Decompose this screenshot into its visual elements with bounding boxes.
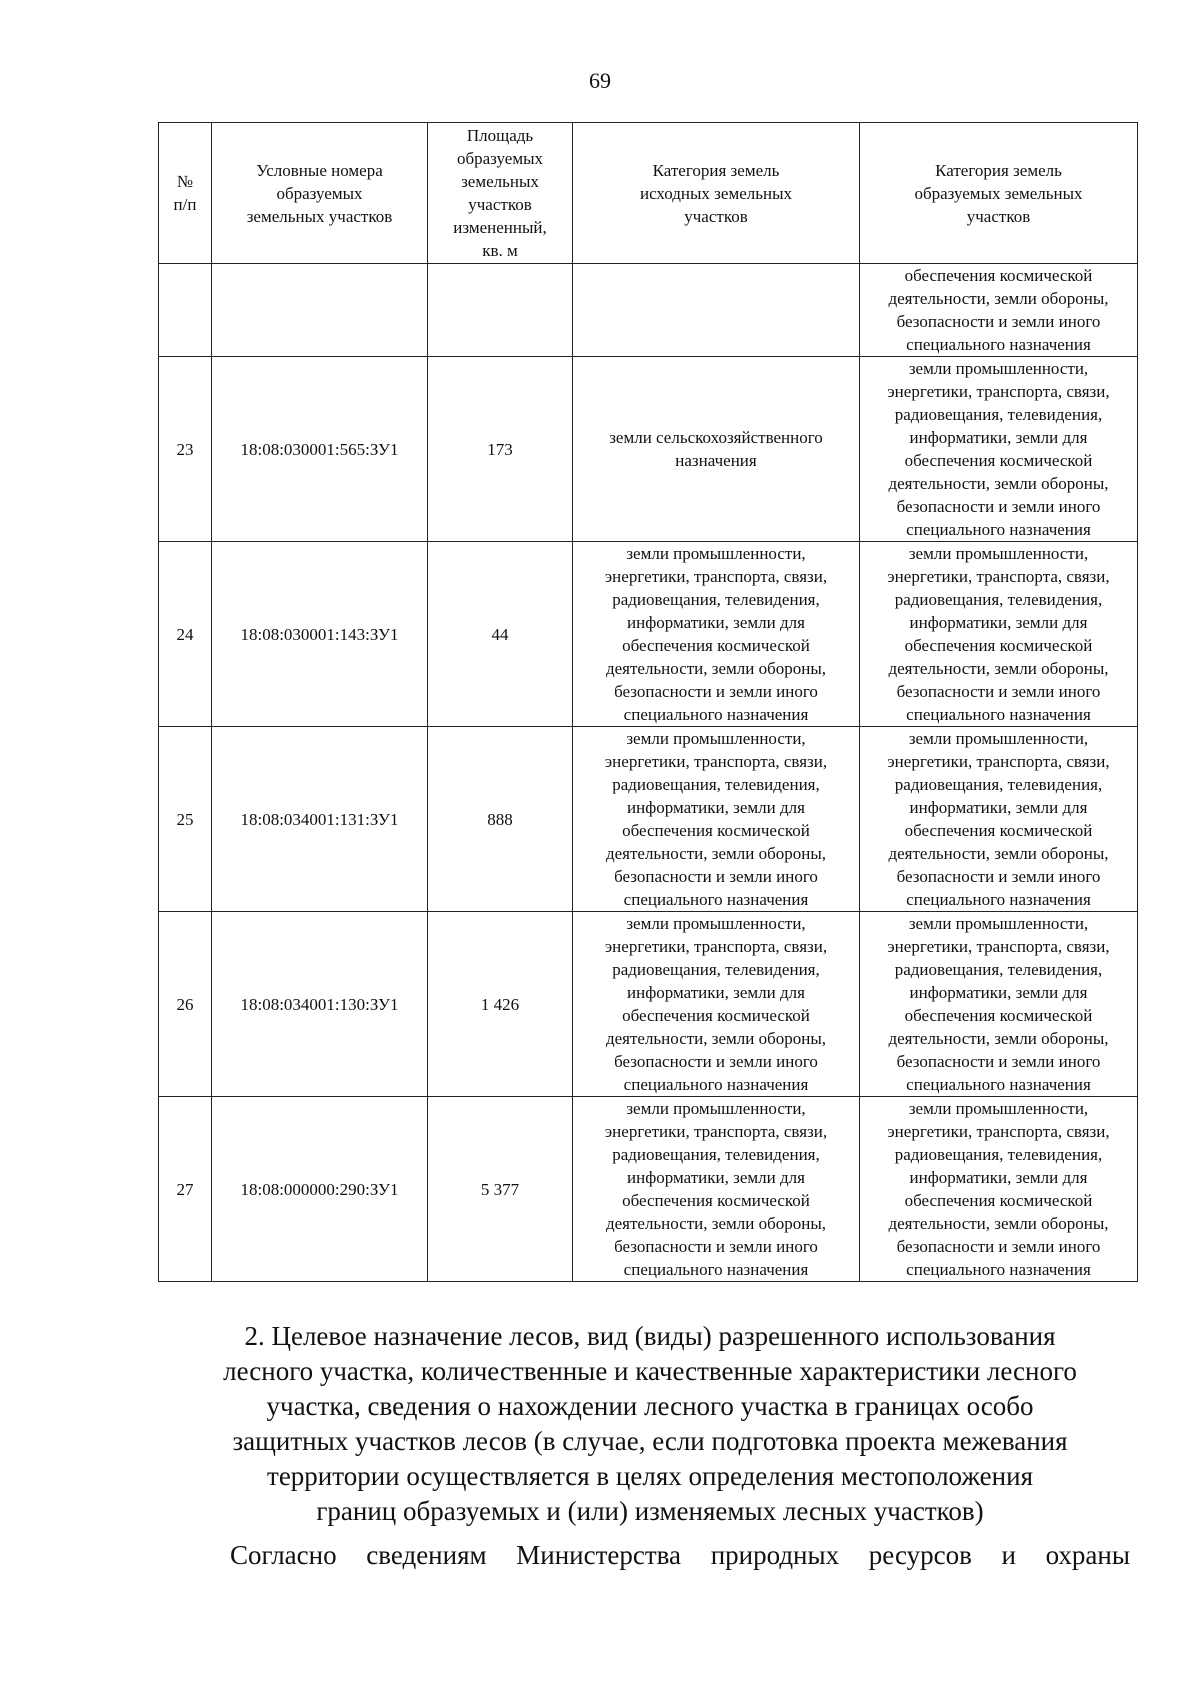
cell-area: 888: [428, 727, 573, 912]
cell-plot-id: 18:08:030001:143:ЗУ1: [212, 542, 428, 727]
cell-source-category: земли сельскохозяйственного назначения: [573, 357, 860, 542]
cell-area: [428, 264, 573, 357]
cell-plot-id: 18:08:000000:290:ЗУ1: [212, 1097, 428, 1282]
cell-plot-id: [212, 264, 428, 357]
cell-source-category: земли промышленности, энергетики, транспорта, связи, радиовещания, телевидения, информатики, земли для обеспечения космической деятельности, земли обороны, безопасности и земли иного специального назначения: [573, 912, 860, 1097]
cell-target-category: земли промышленности, энергетики, транспорта, связи, радиовещания, телевидения, информатики, земли для обеспечения космической деятельности, земли обороны, безопасности и земли иного специального назначения: [860, 912, 1138, 1097]
cell-target-category: земли промышленности, энергетики, транспорта, связи, радиовещания, телевидения, информатики, земли для обеспечения космической деятельности, земли обороны, безопасности и земли иного специального назначения: [860, 542, 1138, 727]
section-heading: 2. Целевое назначение лесов, вид (виды) разрешенного использования лесного участка, количественные и качественные характеристики лесного участка, сведения о нахождении лесного участка в границах особо защитных участков лесов (в случае, если подготовка проекта межевания территории осуществляется в целях определения местоположения границ образуемых и (или) изменяемых лесных участков): [223, 1321, 1077, 1526]
table-row-continuation: [159, 264, 1138, 357]
cell-source-category: земли промышленности, энергетики, транспорта, связи, радиовещания, телевидения, информатики, земли для обеспечения космической деятельности, земли обороны, безопасности и земли иного специального назначения: [573, 542, 860, 727]
cell-number: 27: [159, 1097, 212, 1282]
cell-plot-id: 18:08:034001:131:ЗУ1: [212, 727, 428, 912]
land-plots-table: [158, 122, 1138, 1282]
cell-plot-id: 18:08:034001:130:ЗУ1: [212, 912, 428, 1097]
body-paragraph: Согласно сведениям Министерства природных ресурсов и охраны: [230, 1540, 1130, 1570]
table-row: [159, 727, 1138, 912]
header-number: № п/п: [159, 123, 212, 264]
header-area: Площадь образуемых земельных участков измененный, кв. м: [428, 123, 573, 264]
header-plot-id: Условные номера образуемых земельных участков: [212, 123, 428, 264]
cell-plot-id: 18:08:030001:565:ЗУ1: [212, 357, 428, 542]
cell-number: 25: [159, 727, 212, 912]
cell-target-category: земли промышленности, энергетики, транспорта, связи, радиовещания, телевидения, информатики, земли для обеспечения космической деятельности, земли обороны, безопасности и земли иного специального назначения: [860, 1097, 1138, 1282]
page-number: 69: [589, 68, 611, 93]
table-row: [159, 1097, 1138, 1282]
cell-area: 173: [428, 357, 573, 542]
cell-area: 44: [428, 542, 573, 727]
cell-target-category: земли промышленности, энергетики, транспорта, связи, радиовещания, телевидения, информатики, земли для обеспечения космической деятельности, земли обороны, безопасности и земли иного специального назначения: [860, 727, 1138, 912]
cell-number: 26: [159, 912, 212, 1097]
cell-target-category: обеспечения космической деятельности, земли обороны, безопасности и земли иного специального назначения: [860, 264, 1138, 357]
table-row: [159, 542, 1138, 727]
cell-target-category: земли промышленности, энергетики, транспорта, связи, радиовещания, телевидения, информатики, земли для обеспечения космической деятельности, земли обороны, безопасности и земли иного специального назначения: [860, 357, 1138, 542]
table-row: [159, 912, 1138, 1097]
cell-source-category: земли промышленности, энергетики, транспорта, связи, радиовещания, телевидения, информатики, земли для обеспечения космической деятельности, земли обороны, безопасности и земли иного специального назначения: [573, 727, 860, 912]
cell-number: 24: [159, 542, 212, 727]
table-header-row: [159, 123, 1138, 264]
cell-area: 5 377: [428, 1097, 573, 1282]
header-target-category: Категория земель образуемых земельных участков: [860, 123, 1138, 264]
cell-number: 23: [159, 357, 212, 542]
cell-area: 1 426: [428, 912, 573, 1097]
cell-source-category: [573, 264, 860, 357]
cell-source-category: земли промышленности, энергетики, транспорта, связи, радиовещания, телевидения, информатики, земли для обеспечения космической деятельности, земли обороны, безопасности и земли иного специального назначения: [573, 1097, 860, 1282]
cell-number: [159, 264, 212, 357]
header-source-category: Категория земель исходных земельных участков: [573, 123, 860, 264]
table-row: [159, 357, 1138, 542]
